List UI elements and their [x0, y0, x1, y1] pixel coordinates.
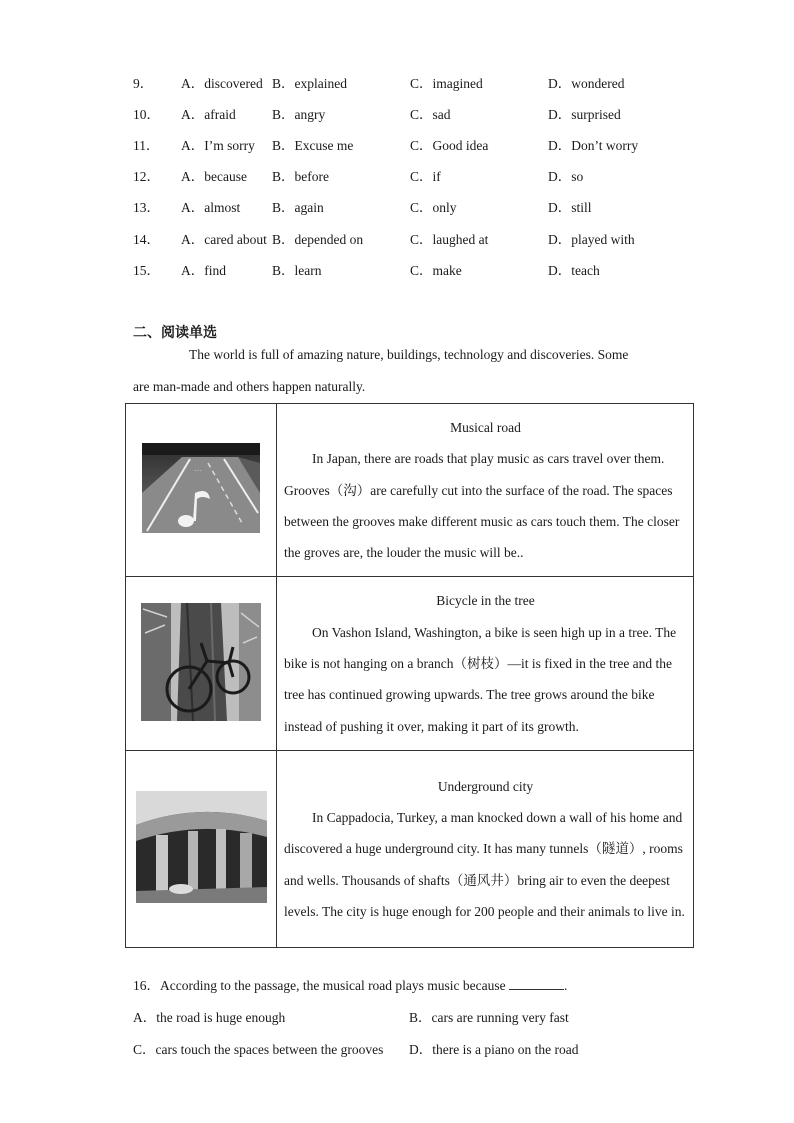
question-16-option-c: C．cars touch the spaces between the grooves [133, 1042, 384, 1057]
option-row-9 [133, 66, 686, 97]
option-c: C．imagined [410, 75, 483, 91]
option-d: D．wondered [548, 75, 625, 91]
option-a: A．because [181, 169, 247, 185]
image-cell [126, 404, 277, 577]
option-d: D．surprised [548, 106, 621, 122]
item-body: On Vashon Island, Washington, a bike is seen high up in a tree. The bike is not hanging on a branch（树枝）—it is fixed in the tree and the tree has continued growing upwards. The tree grows around the bike instead of pushing it over, making it part of its growth. [284, 624, 677, 734]
option-a: A．almost [181, 200, 241, 216]
option-c: C．if [410, 169, 441, 185]
question-number: 9． [133, 75, 154, 91]
question-16-option-d: D．there is a piano on the road [409, 1042, 579, 1057]
option-c: C．only [410, 200, 457, 216]
option-d: D．so [548, 169, 584, 185]
option-row-11 [133, 128, 686, 159]
question-number: 13． [133, 200, 160, 216]
answer-options-list [133, 66, 686, 284]
image-cell [126, 750, 277, 947]
option-c: C．Good idea [410, 137, 489, 153]
item-body: In Japan, there are roads that play music as cars travel over them. Grooves（沟）are carefully cut into the surface of the road. The spaces between the grooves make different music as cars touch them. The closer the groves are, the louder the music will be.. [284, 451, 680, 561]
option-b: B．learn [272, 262, 322, 278]
table-row-underground-city [126, 750, 694, 947]
option-b: B．angry [272, 106, 326, 122]
text-cell [277, 577, 694, 750]
option-b: B．depended on [272, 231, 364, 247]
option-row-14 [133, 222, 686, 253]
bicycle-in-tree-photo [141, 603, 261, 725]
question-number: 15． [133, 262, 160, 278]
intro-text-line-2: are man-made and others happen naturally. [133, 379, 366, 394]
musical-road-photo [142, 443, 260, 537]
question-number: 10． [133, 106, 160, 122]
question-16-stem [133, 974, 567, 994]
table-row-bicycle-in-tree [126, 577, 694, 750]
question-16-option-b: B．cars are running very fast [409, 1010, 569, 1025]
question-number: 14． [133, 231, 160, 247]
option-row-12 [133, 160, 686, 191]
question-16-text: 16．According to the passage, the musical road plays music because [133, 978, 506, 993]
text-cell [277, 750, 694, 947]
text-cell [277, 404, 694, 577]
option-d: D．played with [548, 231, 635, 247]
item-body: In Cappadocia, Turkey, a man knocked down a wall of his home and discovered a huge underground city. It has many tunnels（隧道）, rooms and wells. Thousands of shafts（通风井）bring air to even the deepest levels. The city is huge enough for 200 people and their animals to live in. [284, 810, 685, 919]
option-a: A．cared about [181, 231, 267, 247]
answer-blank [509, 977, 564, 990]
option-a: A．discovered [181, 75, 263, 91]
svg-text:⋯: ⋯ [194, 466, 202, 476]
option-a: A．I’m sorry [181, 137, 255, 153]
question-16-end: . [564, 978, 568, 993]
option-c: C．laughed at [410, 231, 489, 247]
intro-text-line-1: The world is full of amazing nature, buildings, technology and discoveries. Some [189, 347, 629, 362]
question-number: 11． [133, 137, 160, 153]
item-title: Musical road [450, 420, 521, 435]
option-d: D．still [548, 200, 592, 216]
question-number: 12． [133, 169, 160, 185]
option-b: B．explained [272, 75, 347, 91]
option-b: B．Excuse me [272, 137, 354, 153]
table-row-musical-road [126, 404, 694, 577]
item-title: Bicycle in the tree [436, 593, 535, 609]
option-row-15 [133, 253, 686, 284]
image-cell [126, 577, 277, 750]
option-c: C．sad [410, 106, 451, 122]
option-a: A．afraid [181, 106, 236, 122]
option-b: B．again [272, 200, 324, 216]
section-title: 二、阅读单选 [133, 325, 217, 341]
item-title: Underground city [437, 778, 534, 794]
underground-city-photo [136, 791, 267, 907]
question-16-option-a: A．the road is huge enough [133, 1010, 286, 1025]
option-a: A．find [181, 262, 226, 278]
option-b: B．before [272, 169, 329, 185]
option-row-10 [133, 97, 686, 128]
reading-table [125, 403, 694, 948]
option-c: C．make [410, 262, 462, 278]
option-row-13 [133, 191, 686, 222]
option-d: D．teach [548, 262, 600, 278]
option-d: D．Don’t worry [548, 137, 639, 153]
